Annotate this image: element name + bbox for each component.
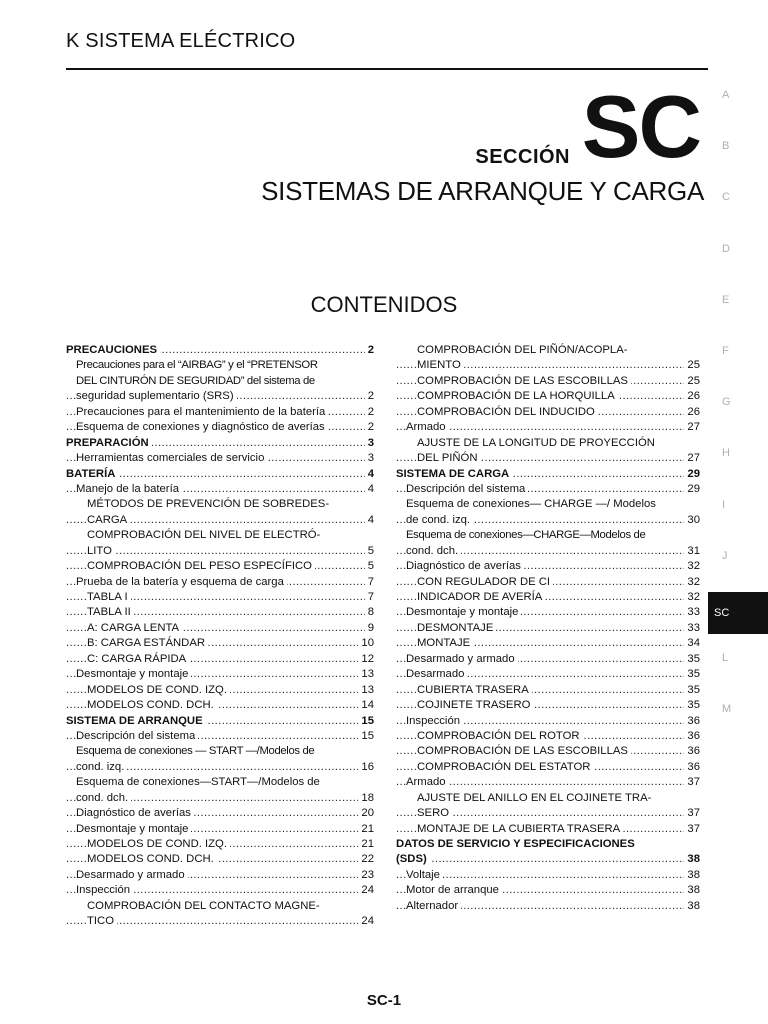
toc-entry[interactable]: [396, 791, 700, 806]
toc-entry[interactable]: [66, 358, 374, 373]
toc-entry[interactable]: [66, 467, 374, 482]
toc-entry[interactable]: [66, 621, 374, 636]
toc-entry-title: DATOS DE SERVICIO Y ESPECIFICACIONES: [396, 837, 638, 852]
toc-entry[interactable]: [66, 806, 374, 821]
toc-entry-page: 5: [365, 559, 374, 574]
toc-entry-page: 23: [358, 868, 374, 883]
section-tab-f[interactable]: F: [722, 344, 729, 357]
toc-entry-title: Motor de arranque: [406, 883, 502, 898]
toc-entry-title: Inspección: [406, 714, 463, 729]
toc-entry-title: MÉTODOS DE PREVENCIÓN DE SOBREDES-: [87, 497, 332, 512]
toc-entry[interactable]: [66, 899, 374, 914]
toc-entry-title: AJUSTE DEL ANILLO EN EL COJINETE TRA-: [417, 791, 654, 806]
toc-entry[interactable]: [396, 652, 700, 667]
toc-entry-page: 35: [684, 667, 700, 682]
toc-entry-page: 13: [358, 683, 374, 698]
toc-entry[interactable]: [66, 389, 374, 404]
section-tab-j[interactable]: J: [722, 549, 728, 562]
section-tab-g[interactable]: G: [722, 396, 731, 409]
toc-entry[interactable]: [396, 729, 700, 744]
toc-entry-page: 30: [684, 513, 700, 528]
toc-entry-page: 38: [684, 852, 700, 867]
toc-entry-title: DEL CINTURÓN DE SEGURIDAD” del sistema de: [76, 374, 318, 389]
toc-entry-title: MODELOS COND. DCH.: [87, 852, 217, 867]
toc-entry[interactable]: [396, 513, 700, 528]
toc-entry-page: 34: [684, 636, 700, 651]
section-tab-c[interactable]: C: [722, 191, 730, 204]
section-title: SISTEMAS DE ARRANQUE Y CARGA: [261, 176, 704, 206]
toc-entry[interactable]: [66, 744, 374, 759]
section-code: SC: [581, 77, 700, 176]
toc-entry[interactable]: [66, 683, 374, 698]
toc-entry-page: 35: [684, 683, 700, 698]
toc-entry-title: Descripción del sistema: [76, 729, 198, 744]
toc-entry-page: 18: [358, 791, 374, 806]
toc-entry[interactable]: [396, 760, 700, 775]
toc-entry-page: 9: [365, 621, 374, 636]
toc-entry-title: SISTEMA DE ARRANQUE: [66, 714, 206, 729]
chapter-header: K SISTEMA ELÉCTRICO: [66, 30, 296, 52]
toc-entry-page: 3: [365, 436, 374, 451]
toc-entry-page: 2: [365, 389, 374, 404]
toc-entry-title: Esquema de conexiones y diagnóstico de averías: [76, 420, 328, 435]
toc-entry-page: 37: [684, 806, 700, 821]
toc-entry-page: 36: [684, 744, 700, 759]
toc-entry[interactable]: [66, 652, 374, 667]
toc-entry-page: 5: [365, 544, 374, 559]
toc-entry-title: SISTEMA DE CARGA: [396, 467, 512, 482]
toc-entry[interactable]: [66, 482, 374, 497]
toc-entry-title: COMPROBACIÓN DEL PESO ESPECÍFICO: [87, 559, 315, 574]
section-tab-b[interactable]: B: [722, 140, 730, 153]
toc-entry[interactable]: [396, 436, 700, 451]
toc-entry[interactable]: [66, 914, 374, 929]
toc-entry-title: Desarmado y armado: [406, 652, 518, 667]
toc-entry-page: 8: [365, 605, 374, 620]
toc-entry-title: Voltaje: [406, 868, 443, 883]
toc-entry-page: 38: [684, 899, 700, 914]
toc-entry[interactable]: [396, 343, 700, 358]
toc-entry-title: C: CARGA RÁPIDA: [87, 652, 189, 667]
toc-entry-page: 2: [365, 405, 374, 420]
toc-entry[interactable]: [396, 883, 700, 898]
toc-entry[interactable]: [396, 667, 700, 682]
header-divider: [66, 68, 708, 70]
toc-entry-title: COMPROBACIÓN DEL ESTATOR: [417, 760, 593, 775]
toc-entry-title: MONTAJE DE LA CUBIERTA TRASERA: [417, 822, 623, 837]
toc-entry[interactable]: [396, 482, 700, 497]
toc-entry-title: Diagnóstico de averías: [406, 559, 524, 574]
toc-entry[interactable]: [66, 883, 374, 898]
toc-entry-title: COMPROBACIÓN DEL ROTOR: [417, 729, 583, 744]
toc-entry-title: Herramientas comerciales de servicio: [76, 451, 267, 466]
toc-entry[interactable]: [396, 899, 700, 914]
toc-entry-page: 32: [684, 559, 700, 574]
toc-entry[interactable]: [396, 636, 700, 651]
toc-entry-page: 16: [358, 760, 374, 775]
toc-entry-page: 32: [684, 575, 700, 590]
toc-entry-page: 27: [684, 451, 700, 466]
toc-entry[interactable]: [396, 528, 700, 543]
toc-entry-title: cond. izq.: [76, 760, 127, 775]
toc-entry-page: 22: [358, 852, 374, 867]
toc-entry-title: DESMONTAJE: [417, 621, 496, 636]
toc-entry-page: 20: [358, 806, 374, 821]
toc-entry-page: 4: [365, 513, 374, 528]
toc-entry-title: COMPROBACIÓN DEL NIVEL DE ELECTRÓ-: [87, 528, 323, 543]
toc-entry[interactable]: [66, 343, 374, 358]
toc-entry-title: LITO: [87, 544, 115, 559]
toc-entry-title: COMPROBACIÓN DEL CONTACTO MAGNE-: [87, 899, 323, 914]
section-tab-a[interactable]: A: [722, 89, 730, 101]
toc-entry[interactable]: [66, 822, 374, 837]
toc-entry[interactable]: [396, 590, 700, 605]
toc-entry-page: 35: [684, 698, 700, 713]
page-number: SC-1: [366, 992, 402, 1009]
toc-entry-page: 13: [358, 667, 374, 682]
toc-entry-page: 38: [684, 883, 700, 898]
toc-entry-title: CARGA: [87, 513, 130, 528]
toc-entry-page: 21: [358, 837, 374, 852]
toc-entry[interactable]: [396, 775, 700, 790]
toc-entry-page: 7: [365, 590, 374, 605]
toc-entry-title: Alternador: [406, 899, 461, 914]
toc-entry-title: COJINETE TRASERO: [417, 698, 533, 713]
toc-entry-page: 36: [684, 714, 700, 729]
toc-entry-title: CUBIERTA TRASERA: [417, 683, 532, 698]
toc-entry-title: INDICADOR DE AVERÍA: [417, 590, 545, 605]
toc-entry-title: cond. dch.: [76, 791, 131, 806]
toc-entry-title: A: CARGA LENTA: [87, 621, 182, 636]
toc-entry[interactable]: [66, 420, 374, 435]
toc-entry-title: Armado: [406, 420, 449, 435]
toc-entry[interactable]: [66, 667, 374, 682]
section-heading: [142, 77, 702, 176]
toc-entry-title: Descripción del sistema: [406, 482, 528, 497]
toc-entry-page: 10: [358, 636, 374, 651]
toc-entry-page: 36: [684, 760, 700, 775]
toc-entry[interactable]: [396, 405, 700, 420]
toc-entry-title: Esquema de conexiones— CHARGE —/ Modelos: [406, 497, 659, 512]
toc-entry-page: 3: [365, 451, 374, 466]
toc-entry[interactable]: [396, 467, 700, 482]
toc-entry-title: DEL PIÑÓN: [417, 451, 480, 466]
section-index-tabs: [708, 80, 768, 745]
toc-entry[interactable]: [396, 621, 700, 636]
toc-entry[interactable]: [66, 698, 374, 713]
toc-entry-page: 24: [358, 914, 374, 929]
toc-left-column: [66, 343, 374, 930]
toc-entry-title: COMPROBACIÓN DEL INDUCIDO: [417, 405, 598, 420]
toc-entry-title: Esquema de conexiones—CHARGE—Modelos de: [406, 528, 648, 543]
toc-entry-page: 35: [684, 652, 700, 667]
toc-entry-title: Precauciones para el “AIRBAG” y el “PRETENSOR: [76, 358, 321, 373]
toc-entry-page: 4: [365, 482, 374, 497]
toc-entry-title: COMPROBACIÓN DE LA HORQUILLA: [417, 389, 618, 404]
section-tab-h[interactable]: H: [722, 447, 730, 460]
toc-entry[interactable]: [66, 528, 374, 543]
toc-entry-title: COMPROBACIÓN DE LAS ESCOBILLAS: [417, 744, 631, 759]
toc-entry-page: 26: [684, 389, 700, 404]
toc-entry[interactable]: [66, 605, 374, 620]
toc-entry-title: Esquema de conexiones — START —/Modelos de: [76, 744, 317, 759]
toc-entry-page: 33: [684, 605, 700, 620]
toc-entry[interactable]: [66, 451, 374, 466]
toc-entry-title: TABLA II: [87, 605, 134, 620]
toc-entry-page: 32: [684, 590, 700, 605]
toc-entry-title: MODELOS DE COND. IZQ.: [87, 683, 230, 698]
toc-entry[interactable]: [396, 575, 700, 590]
toc-entry-title: PRECAUCIONES: [66, 343, 160, 358]
toc-entry-page: 25: [684, 358, 700, 373]
toc-entry-page: 37: [684, 775, 700, 790]
toc-entry-page: 7: [365, 575, 374, 590]
toc-entry-title: cond. dch.: [406, 544, 461, 559]
toc-entry[interactable]: [66, 513, 374, 528]
toc-entry-page: 12: [358, 652, 374, 667]
toc-entry-title: Desarmado y armado: [76, 868, 188, 883]
toc-entry-title: MONTAJE: [417, 636, 473, 651]
toc-entry[interactable]: [396, 744, 700, 759]
toc-entry-title: Desmontaje y montaje: [76, 822, 191, 837]
toc-entry[interactable]: [66, 405, 374, 420]
toc-entry-page: 33: [684, 621, 700, 636]
toc-entry-title: B: CARGA ESTÁNDAR: [87, 636, 208, 651]
toc-entry-title: COMPROBACIÓN DE LAS ESCOBILLAS: [417, 374, 631, 389]
toc-entry-title: MODELOS DE COND. IZQ.: [87, 837, 230, 852]
toc-entry[interactable]: [66, 868, 374, 883]
toc-entry-title: Precauciones para el mantenimiento de la batería: [76, 405, 328, 420]
toc-entry[interactable]: [396, 389, 700, 404]
toc-entry[interactable]: [396, 358, 700, 373]
toc-entry-title: Desarmado: [406, 667, 467, 682]
toc-entry[interactable]: [66, 436, 374, 451]
toc-entry-title: Esquema de conexiones—START—/Modelos de: [76, 775, 323, 790]
toc-entry-title: TICO: [87, 914, 117, 929]
toc-entry-page: 15: [358, 714, 374, 729]
toc-entry-page: 37: [684, 822, 700, 837]
toc-entry[interactable]: [66, 714, 374, 729]
toc-entry-title: TABLA I: [87, 590, 131, 605]
section-tab-d[interactable]: D: [722, 242, 730, 255]
toc-entry[interactable]: [396, 698, 700, 713]
toc-entry-title: Armado: [406, 775, 449, 790]
toc-entry-page: 29: [684, 482, 700, 497]
toc-entry[interactable]: [66, 729, 374, 744]
section-tab-sc[interactable]: SC: [708, 592, 768, 634]
toc-entry-page: 29: [684, 467, 700, 482]
toc-entry-page: 4: [365, 467, 374, 482]
toc-entry[interactable]: [66, 837, 374, 852]
toc-entry-page: 31: [684, 544, 700, 559]
toc-entry-title: AJUSTE DE LA LONGITUD DE PROYECCIÓN: [417, 436, 658, 451]
toc-entry-page: 21: [358, 822, 374, 837]
toc-entry[interactable]: [396, 852, 700, 867]
toc-entry-title: CON REGULADOR DE CI: [417, 575, 553, 590]
toc-entry[interactable]: [66, 544, 374, 559]
toc-entry-page: 27: [684, 420, 700, 435]
toc-entry[interactable]: [396, 683, 700, 698]
toc-entry[interactable]: [66, 791, 374, 806]
toc-entry-title: (SDS): [396, 852, 430, 867]
toc-entry-page: 25: [684, 374, 700, 389]
toc-entry[interactable]: [396, 822, 700, 837]
toc-entry[interactable]: [66, 497, 374, 512]
toc-entry[interactable]: [396, 374, 700, 389]
toc-entry[interactable]: [66, 374, 374, 389]
toc-entry[interactable]: [66, 852, 374, 867]
toc-entry[interactable]: [66, 559, 374, 574]
toc-entry-title: Prueba de la batería y esquema de carga: [76, 575, 287, 590]
toc-entry[interactable]: [396, 837, 700, 852]
toc-entry[interactable]: [396, 559, 700, 574]
toc-entry-title: Desmontaje y montaje: [76, 667, 191, 682]
toc-entry-title: SERO: [417, 806, 452, 821]
toc-entry-page: 2: [365, 420, 374, 435]
toc-entry-title: PREPARACIÓN: [66, 436, 152, 451]
contents-title: CONTENIDOS: [310, 292, 458, 317]
toc-entry[interactable]: [396, 605, 700, 620]
toc-entry-page: 26: [684, 405, 700, 420]
toc-entry-title: Manejo de la batería: [76, 482, 182, 497]
toc-entry-title: Desmontaje y montaje: [406, 605, 521, 620]
section-word: SECCIÓN: [475, 146, 570, 168]
toc-entry[interactable]: [66, 636, 374, 651]
toc-entry-page: 15: [358, 729, 374, 744]
toc-entry-title: Inspección: [76, 883, 133, 898]
toc-entry[interactable]: [396, 544, 700, 559]
toc-entry-page: 38: [684, 868, 700, 883]
toc-entry[interactable]: [66, 775, 374, 790]
toc-entry[interactable]: [66, 590, 374, 605]
toc-entry-title: de cond. izq.: [406, 513, 473, 528]
section-tab-m[interactable]: M: [722, 703, 732, 716]
toc-entry-title: BATERÍA: [66, 467, 118, 482]
toc-entry-page: 24: [358, 883, 374, 898]
toc-entry-title: COMPROBACIÓN DEL PIÑÓN/ACOPLA-: [417, 343, 631, 358]
toc-entry-page: 14: [358, 698, 374, 713]
toc-entry-title: MODELOS COND. DCH.: [87, 698, 217, 713]
section-tab-e[interactable]: E: [722, 293, 730, 306]
toc-entry-title: Diagnóstico de averías: [76, 806, 194, 821]
section-tab-i[interactable]: I: [722, 498, 726, 511]
toc-entry[interactable]: [396, 451, 700, 466]
toc-entry[interactable]: [66, 760, 374, 775]
toc-entry[interactable]: [66, 575, 374, 590]
toc-entry-page: 2: [365, 343, 374, 358]
toc-entry-title: seguridad suplementario (SRS): [76, 389, 237, 404]
toc-right-column: [396, 343, 700, 914]
toc-entry-page: 36: [684, 729, 700, 744]
toc-entry[interactable]: [396, 420, 700, 435]
toc-entry[interactable]: [396, 868, 700, 883]
toc-entry[interactable]: [396, 806, 700, 821]
toc-entry[interactable]: [396, 714, 700, 729]
section-tab-l[interactable]: L: [722, 652, 729, 665]
toc-entry[interactable]: [396, 497, 700, 512]
toc-entry-title: MIENTO: [417, 358, 464, 373]
